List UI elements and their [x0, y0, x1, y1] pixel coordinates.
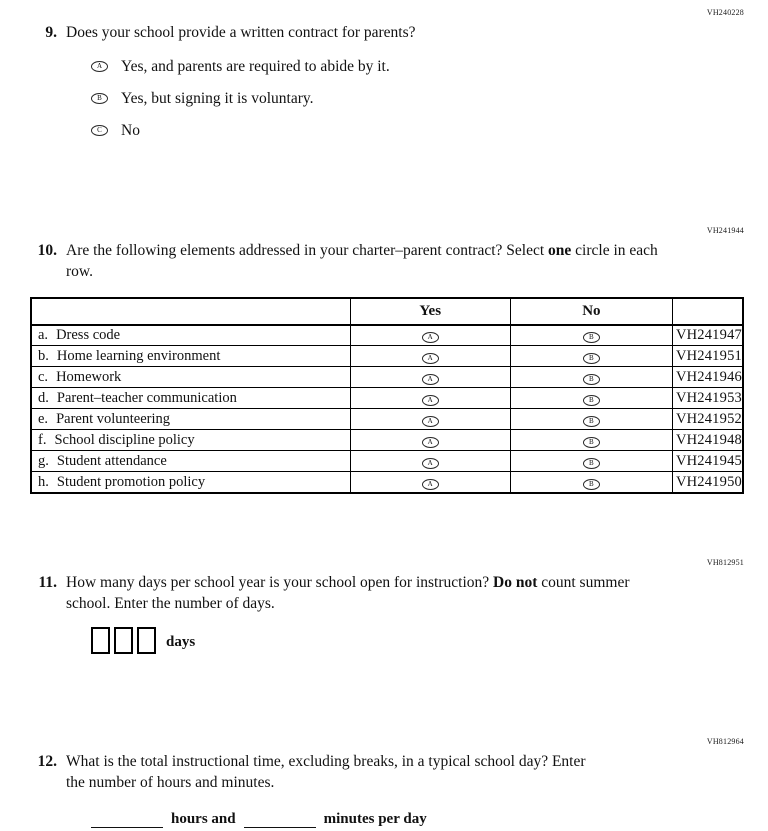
question-number: 12. — [37, 752, 57, 770]
q10-table-body — [31, 325, 743, 493]
no-cell — [510, 409, 672, 430]
minutes-blank[interactable] — [244, 813, 316, 828]
no-cell — [510, 325, 672, 346]
minutes-label: minutes per day — [323, 811, 427, 828]
answer-bubble-B[interactable]: B — [583, 395, 600, 406]
answer-bubble-B[interactable]: B — [583, 332, 600, 343]
column-header-no: No — [510, 298, 672, 325]
question-code-q9: VH240228 — [706, 8, 744, 17]
answer-bubble-B[interactable]: B — [583, 437, 600, 448]
answer-bubble-A[interactable]: A — [422, 416, 439, 427]
q11-answer-row — [91, 627, 744, 659]
answer-bubble-A[interactable]: A — [422, 458, 439, 469]
yes-cell — [350, 325, 510, 346]
question-code-q10: VH241944 — [706, 225, 744, 235]
answer-bubble-A[interactable]: A — [422, 437, 439, 448]
row-label: h. Student promotion policy — [31, 472, 350, 493]
yes-cell — [350, 430, 510, 451]
header-code-empty — [672, 298, 743, 325]
answer-bubble-B[interactable]: B — [583, 416, 600, 427]
answer-bubble-B[interactable]: B — [583, 479, 600, 490]
answer-bubble-A[interactable]: A — [422, 395, 439, 406]
q9-option — [91, 122, 744, 140]
question-text: Does your school provide a written contract for parents? — [66, 24, 416, 41]
no-cell — [510, 346, 672, 367]
answer-bubble-B[interactable]: B — [91, 93, 108, 104]
row-label: b. Home learning environment — [31, 346, 350, 367]
question-text: What is the total instructional time, excluding breaks, in a typical school day? Enter the number of hours and minutes. — [66, 752, 586, 791]
row-code: VH241951 — [672, 346, 743, 367]
yes-cell — [350, 451, 510, 472]
row-label: a. Dress code — [31, 325, 350, 346]
table-row — [31, 430, 743, 451]
row-label: f. School discipline policy — [31, 430, 350, 451]
header-empty — [31, 298, 350, 325]
answer-bubble-B[interactable]: B — [583, 374, 600, 385]
days-label: days — [166, 634, 196, 651]
no-cell — [510, 430, 672, 451]
question-text: How many days per school year is your school open for instruction? Do not count summer school. Enter the number of days. — [66, 573, 630, 612]
answer-bubble-C[interactable]: C — [91, 125, 108, 136]
q12-answer-line — [91, 811, 744, 828]
option-label: No — [121, 121, 140, 139]
row-code: VH241947 — [672, 325, 743, 346]
yes-cell — [350, 367, 510, 388]
row-label: c. Homework — [31, 367, 350, 388]
yes-cell — [350, 472, 510, 493]
row-code: VH241953 — [672, 388, 743, 409]
answer-bubble-B[interactable]: B — [583, 458, 600, 469]
digit-box[interactable] — [137, 627, 156, 654]
table-row — [31, 472, 743, 493]
answer-bubble-A[interactable]: A — [422, 332, 439, 343]
no-cell — [510, 367, 672, 388]
row-label: g. Student attendance — [31, 451, 350, 472]
answer-bubble-A[interactable]: A — [422, 479, 439, 490]
no-cell — [510, 472, 672, 493]
table-row — [31, 451, 743, 472]
table-row — [31, 367, 743, 388]
table-header-row — [31, 298, 743, 325]
question-number: 11. — [38, 573, 57, 591]
yes-cell — [350, 346, 510, 367]
question-code-q11: VH812951 — [706, 557, 744, 567]
table-row — [31, 346, 743, 367]
question-12 — [35, 752, 744, 794]
hours-label: hours and — [171, 811, 236, 828]
q9-option — [91, 90, 744, 108]
q11-boxes — [91, 627, 160, 659]
column-header-yes: Yes — [350, 298, 510, 325]
question-number: 10. — [37, 241, 57, 259]
q10-table — [30, 297, 744, 494]
no-cell — [510, 451, 672, 472]
yes-cell — [350, 388, 510, 409]
question-number: 9. — [45, 24, 57, 41]
answer-bubble-A[interactable]: A — [422, 353, 439, 364]
question-text: Are the following elements addressed in your charter–parent contract? Select one circle in each row. — [66, 241, 658, 280]
row-code: VH241945 — [672, 451, 743, 472]
table-row — [31, 409, 743, 430]
row-code: VH241952 — [672, 409, 743, 430]
yes-cell — [350, 409, 510, 430]
question-code-q12: VH812964 — [706, 736, 744, 746]
row-code: VH241948 — [672, 430, 743, 451]
question-11 — [35, 573, 744, 615]
answer-bubble-B[interactable]: B — [583, 353, 600, 364]
no-cell — [510, 388, 672, 409]
q9-options — [91, 58, 744, 140]
row-label: d. Parent–teacher communication — [31, 388, 350, 409]
q9-option — [91, 58, 744, 76]
option-label: Yes, but signing it is voluntary. — [121, 89, 314, 107]
digit-box[interactable] — [114, 627, 133, 654]
answer-bubble-A[interactable]: A — [91, 61, 108, 72]
row-code: VH241946 — [672, 367, 743, 388]
table-row — [31, 388, 743, 409]
answer-bubble-A[interactable]: A — [422, 374, 439, 385]
question-9 — [35, 23, 744, 44]
row-label: e. Parent volunteering — [31, 409, 350, 430]
row-code: VH241950 — [672, 472, 743, 493]
option-label: Yes, and parents are required to abide by it. — [121, 57, 390, 75]
digit-box[interactable] — [91, 627, 110, 654]
table-row — [31, 325, 743, 346]
question-10 — [35, 241, 744, 283]
hours-blank[interactable] — [91, 813, 163, 828]
